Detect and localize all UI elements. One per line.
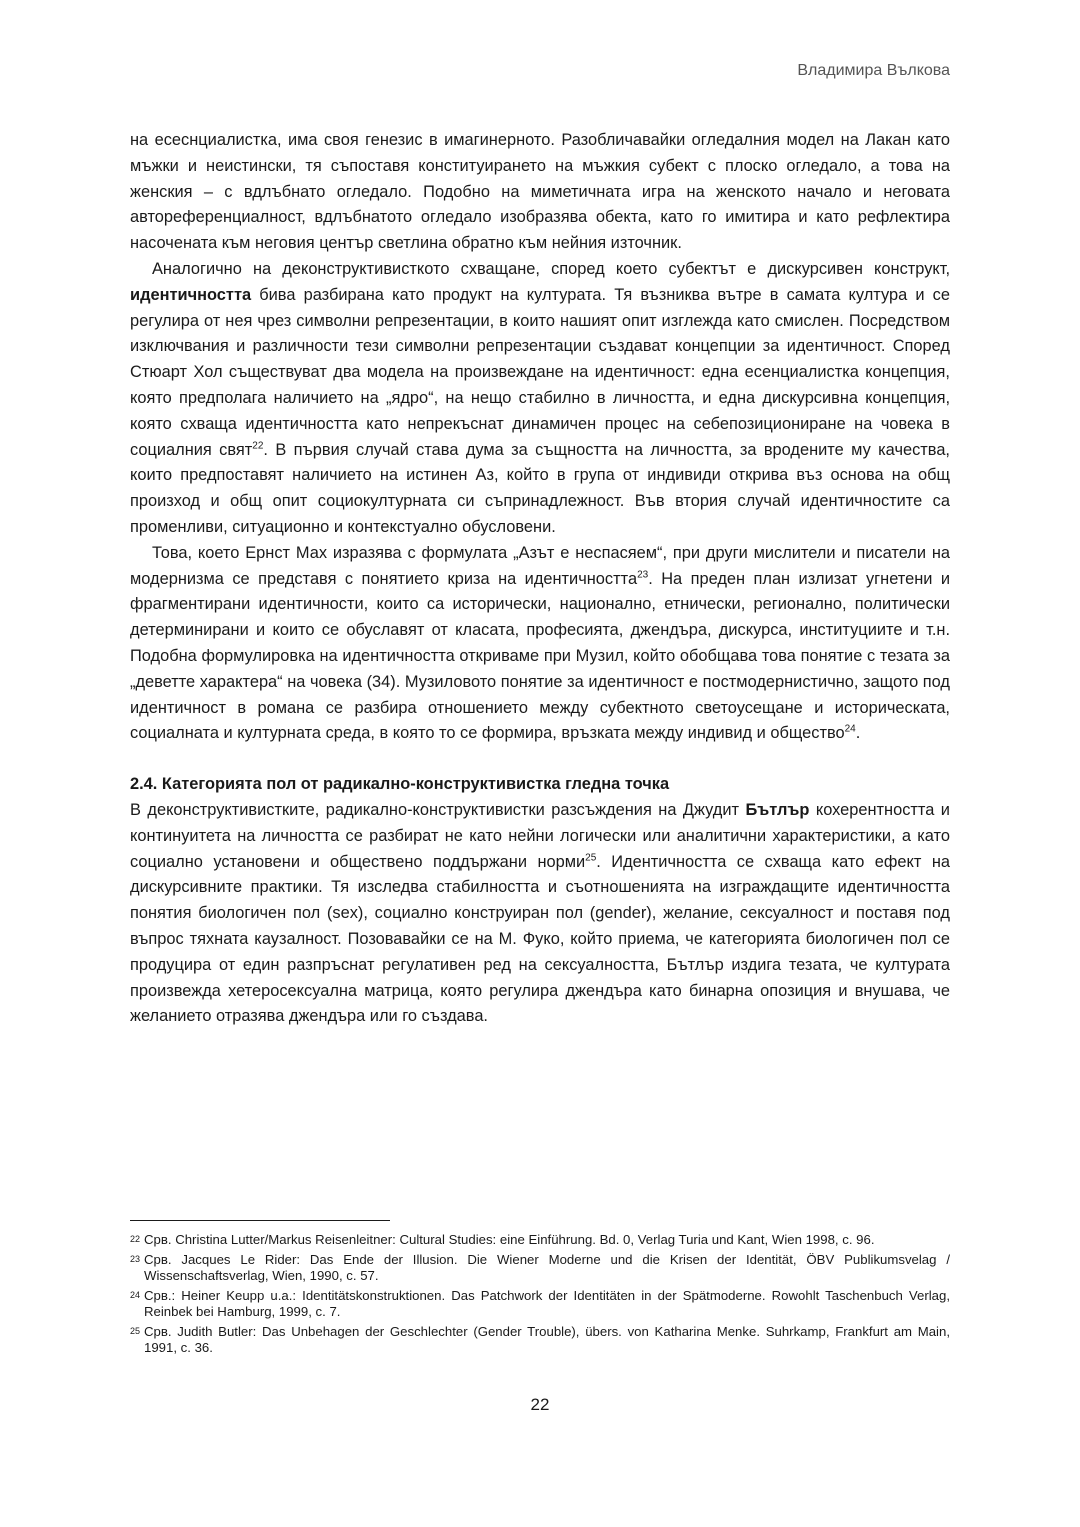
footnote-separator <box>130 1220 390 1221</box>
footnote-number: 23 <box>130 1253 141 1264</box>
footnote-ref-24[interactable]: 24 <box>844 723 856 735</box>
name-butler: Бътлър <box>745 800 810 819</box>
footnote-number: 24 <box>130 1289 141 1300</box>
footnote-ref-25[interactable]: 25 <box>585 852 597 864</box>
section-heading: 2.4. Категорията пол от радикално-конструктивистка гледна точка <box>130 775 670 794</box>
footnote-23 <box>130 1252 950 1285</box>
footnote-22 <box>130 1232 950 1249</box>
main-text <box>130 128 950 1030</box>
paragraph-3-text-c: . <box>855 724 861 743</box>
page-number: 22 <box>530 1395 550 1414</box>
paragraph-2-text-a: бива разбирана като продукт на културата. Тя възниква вътре в самата култура и се регулира от нея чрез символни репрезентации, в които нашият опит изглежда като смислен. Посредством изключвания и различности тези символни репрезентации създават концепции за идентичност. Според Стюарт Хол съществуват два модела на произвеждане на идентичност: една есенциалистка концепция, която предполага наличието на „ядро“, на нещо стабилно в личността, и една дискурсивна концепция, която схваща идентичността като непрекъснат динамичен процес на себепозициониране на човека в социалния свят <box>130 285 950 459</box>
footnote-number: 22 <box>130 1234 141 1244</box>
footnote-24 <box>130 1288 950 1321</box>
paragraph-2-lead: Аналогично на деконструктивисткото схващане, според което субектът е дискурсивен конструкт, <box>152 259 950 278</box>
paragraph-1: на есеснциалистка, има своя генезис в имагинерното. Разобличавайки огледалния модел на Лакан като мъжки и неистински, тя съпоставя конституирането на мъжкия субект с плоско огледало, а това на женския – с вдлъбнато огледало. Подобно на миметичната игра на женското начало и неговата автореференциалност, вдлъбнатото огледало изобразява обекта, като го имитира и като рефлектира насочената към неговия център светлина обратно към нейния източник. <box>130 131 950 253</box>
footnote-text: Срв. Christina Lutter/Markus Reisenleitner: Cultural Studies: eine Einführung. Bd. 0, Verlag Turia und Kant, Wien 1998, с. 96. <box>144 1232 875 1247</box>
paragraph-2-text-b: . В първия случай става дума за същността на личността, за вродените му качества, които предпоставят наличието на истинен Аз, който в група от индивиди открива въз основа на общ произход и общ опит социокултурната си съпринадлежност. Във втория случай идентичностите са променливи, ситуационно и контекстуално обусловени. <box>130 440 950 536</box>
footnote-ref-23[interactable]: 23 <box>637 569 649 581</box>
footnote-ref-22[interactable]: 22 <box>252 440 264 452</box>
paragraph-2 <box>130 257 950 541</box>
paragraph-3-text-b: . На преден план излизат угнетени и фрагментирани идентичности, които са исторически, национално, етнически, регионално, политически детерминирани и които се обуславят от класата, професията, джендъра, дискурса, институциите и т.н. Подобна формулировка на идентичността откриваме при Музил, който обобщава това понятие с тезата за „деветте характера“ на човека (34). Музиловото понятие за идентичност е постмодернистично, защото под идентичност в романа се разбира отношението между субектното светоусещане и историческата, социалната и културната среда, в която то се формира, връзката между индивид и общество <box>130 569 950 743</box>
footnote-text: Срв. Judith Butler: Das Unbehagen der Geschlechter (Gender Trouble), übers. von Katharina Menke. Suhrkamp, Frankfurt am Main, 1991, с. 36. <box>144 1323 950 1355</box>
footnotes <box>130 1232 950 1360</box>
paragraph-3 <box>130 541 950 747</box>
section-paragraph <box>130 798 950 1030</box>
running-header: Владимира Вълкова <box>797 62 950 79</box>
footnote-text: Срв. Jacques Le Rider: Das Ende der Illusion. Die Wiener Moderne und die Krisen der Identität, ÖBV Publikumsvelag / Wissenschaftsverlag, Wien, 1990, с. 57. <box>144 1251 950 1283</box>
section-text-c: . Идентичността се схваща като ефект на дискурсивните практики. Тя изследва стабилността и съотношенията на изграждащите идентичността понятия биологичен пол (sex), социално конструиран пол (gender), желание, сексуалност и поставя под въпрос тяхната каузалност. Позовавайки се на М. Фуко, който приема, че категорията биологичен пол се продуцира от един разпръснат регулативен ред на сексуалността, Бътлър издига тезата, че културата произвежда хетеросексуална матрица, която регулира джендъра като бинарна опозиция и внушава, че желанието отразява джендъра или го създава. <box>130 852 950 1026</box>
footnote-text: Срв.: Heiner Keupp u.a.: Identitätskonstruktionen. Das Patchwork der Identitäten in der Spätmoderne. Rowohlt Taschenbuch Verlag, Reinbek bei Hamburg, 1999, с. 7. <box>144 1287 950 1319</box>
paragraph-3-text-a: Това, което Ернст Мах изразява с формулата „Азът е неспасяем“, при други мислители и писатели на модернизма се представя с понятието криза на идентичността <box>130 543 950 588</box>
term-identity: идентичността <box>130 285 252 304</box>
footnote-number: 25 <box>130 1325 141 1336</box>
section-text-a: В деконструктивистките, радикално-конструктивистки разсъждения на Джудит <box>130 800 740 819</box>
section-text-b: кохерентността и континуитета на личността се разбират не като нейни логически или аналитични характеристики, а като социално установени и обществено поддържани норми <box>130 800 950 871</box>
footnote-25 <box>130 1324 950 1357</box>
